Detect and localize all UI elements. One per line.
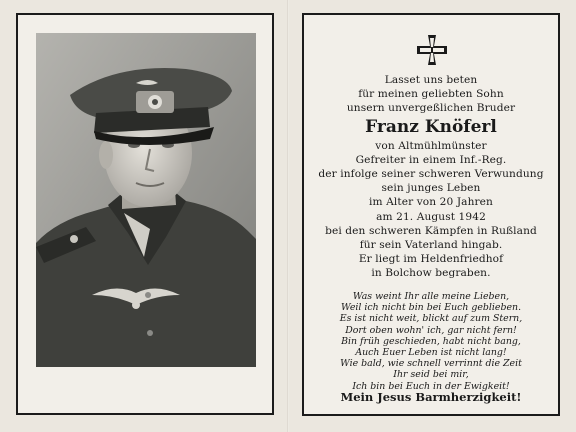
- poem-line: Ich bin bei Euch in der Ewigkeit!: [352, 380, 510, 392]
- bio-line: Gefreiter in einem Inf.-Reg.: [355, 153, 507, 166]
- iron-cross-icon: [415, 33, 449, 67]
- poem-line: Wie bald, wie schnell verrinnt die Zeit: [340, 358, 522, 370]
- bio-line: bei den schweren Kämpfen in Rußland: [325, 224, 537, 237]
- bio-line: Er liegt im Heldenfriedhof: [358, 253, 504, 266]
- soldier-portrait: [36, 33, 256, 367]
- poem-line: Bin früh geschieden, habt nicht bang,: [341, 335, 521, 347]
- dedication-text: [304, 73, 558, 281]
- poem-line: Dort oben wohn' ich, gar nicht fern!: [345, 324, 517, 336]
- poem-line: Es ist nicht weit, blickt auf zum Stern,: [339, 313, 523, 325]
- dedication-line: für meinen geliebten Sohn: [358, 88, 504, 101]
- poem-line: Weil ich nicht bin bei Euch geblieben.: [340, 302, 522, 314]
- fold-line: [287, 0, 289, 432]
- poem-line: Was weint Ihr alle meine Lieben,: [352, 291, 510, 302]
- bio-line: von Altmühlmünster: [375, 139, 487, 152]
- bio-line: der infolge seiner schweren Verwundung: [318, 168, 544, 181]
- bio-line: für sein Vaterland hingab.: [359, 239, 503, 252]
- poem-line: Auch Euer Leben ist nicht lang!: [355, 347, 507, 359]
- photo-panel: [16, 13, 274, 415]
- dedication-line: Lasset uns beten: [384, 74, 478, 86]
- poem: [304, 291, 558, 392]
- text-panel: [302, 13, 560, 416]
- bio-line: in Bolchow begraben.: [371, 267, 491, 280]
- bio-line: im Alter von 20 Jahren: [369, 196, 493, 209]
- dedication-line: unsern unvergeßlichen Bruder: [346, 102, 516, 115]
- bio-line: am 21. August 1942: [376, 210, 486, 223]
- closing-prayer: Mein Jesus Barmherzigkeit!: [340, 390, 522, 404]
- poem-line: Ihr seid bei mir,: [393, 369, 469, 381]
- bio-line: sein junges Leben: [381, 182, 481, 195]
- deceased-name: Franz Knöferl: [365, 116, 497, 137]
- portrait-photo: [36, 33, 256, 367]
